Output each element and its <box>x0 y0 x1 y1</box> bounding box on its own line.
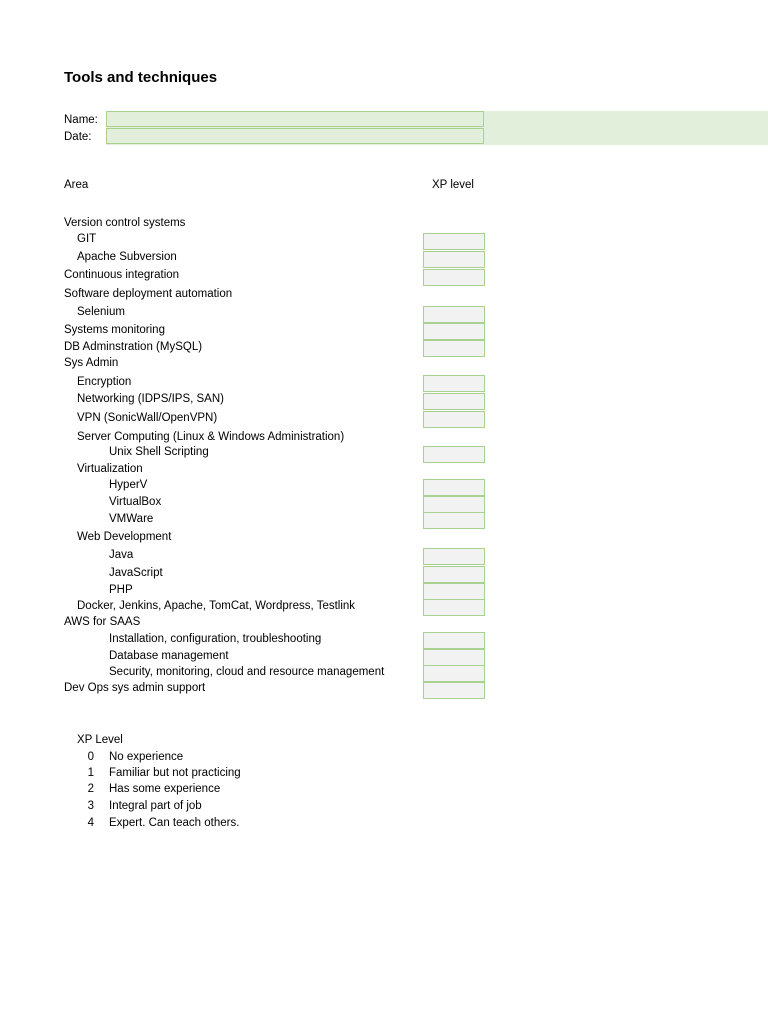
xp-level-input-encryption[interactable] <box>423 375 485 392</box>
xp-level-input-vpn[interactable] <box>423 411 485 428</box>
area-label-git: GIT <box>77 233 97 245</box>
xp-level-input-db-administration[interactable] <box>423 340 485 357</box>
xp-level-input-php[interactable] <box>423 583 485 600</box>
xp-legend-level: 4 <box>87 817 94 829</box>
area-label-continuous-integration: Continuous integration <box>64 269 180 281</box>
area-label-sys-admin: Sys Admin <box>64 357 119 369</box>
area-label-virtualbox: VirtualBox <box>109 496 162 508</box>
area-label-aws-for-saas: AWS for SAAS <box>64 616 141 628</box>
xp-level-input-database-management[interactable] <box>423 649 485 666</box>
area-label-javascript: JavaScript <box>109 567 163 579</box>
area-label-software-deployment-automation: Software deployment automation <box>64 288 233 300</box>
xp-legend-level: 3 <box>87 800 94 812</box>
area-label-networking: Networking (IDPS/IPS, SAN) <box>77 393 224 405</box>
area-label-web-development: Web Development <box>77 531 172 543</box>
area-label-db-administration: DB Adminstration (MySQL) <box>64 341 203 353</box>
area-header: Area <box>64 179 89 191</box>
xp-legend-title: XP Level <box>77 734 123 746</box>
date-field[interactable] <box>106 128 484 144</box>
area-label-virtualization: Virtualization <box>77 463 143 475</box>
xp-level-input-installation-configuration[interactable] <box>423 632 485 649</box>
xp-level-input-systems-monitoring[interactable] <box>423 323 485 340</box>
area-label-vmware: VMWare <box>109 513 154 525</box>
xp-legend-description: Has some experience <box>109 783 221 795</box>
area-label-selenium: Selenium <box>77 306 125 318</box>
date-label: Date: <box>64 131 92 143</box>
xp-level-input-javascript[interactable] <box>423 566 485 583</box>
xp-level-input-docker-jenkins-stack[interactable] <box>423 599 485 616</box>
xp-level-input-java[interactable] <box>423 548 485 565</box>
xp-legend-description: Familiar but not practicing <box>109 767 241 779</box>
xp-level-input-dev-ops-support[interactable] <box>423 682 485 699</box>
xp-legend-description: No experience <box>109 751 184 763</box>
area-label-java: Java <box>109 549 134 561</box>
xp-level-input-vmware[interactable] <box>423 512 485 529</box>
xp-level-input-continuous-integration[interactable] <box>423 269 485 286</box>
area-label-security-monitoring: Security, monitoring, cloud and resource management <box>109 666 385 678</box>
xp-level-input-networking[interactable] <box>423 393 485 410</box>
xp-level-input-hyperv[interactable] <box>423 479 485 496</box>
xp-legend-level: 1 <box>87 767 94 779</box>
area-label-vpn: VPN (SonicWall/OpenVPN) <box>77 412 218 424</box>
area-label-apache-subversion: Apache Subversion <box>77 251 177 263</box>
xp-legend-level: 0 <box>87 751 94 763</box>
xp-level-input-selenium[interactable] <box>423 306 485 323</box>
name-field[interactable] <box>106 111 484 127</box>
xp-level-input-git[interactable] <box>423 233 485 250</box>
page-title: Tools and techniques <box>64 69 218 86</box>
name-label: Name: <box>64 114 98 126</box>
area-label-hyperv: HyperV <box>109 479 148 491</box>
xp-legend-description: Integral part of job <box>109 800 202 812</box>
area-label-version-control-systems: Version control systems <box>64 217 186 229</box>
xp-level-input-apache-subversion[interactable] <box>423 251 485 268</box>
area-label-php: PHP <box>109 584 133 596</box>
xp-level-header: XP level <box>432 179 474 191</box>
area-label-server-computing: Server Computing (Linux & Windows Administration) <box>77 431 345 443</box>
area-label-encryption: Encryption <box>77 376 132 388</box>
xp-legend-level: 2 <box>87 783 94 795</box>
area-label-systems-monitoring: Systems monitoring <box>64 324 165 336</box>
xp-level-input-security-monitoring[interactable] <box>423 665 485 682</box>
area-label-unix-shell-scripting: Unix Shell Scripting <box>109 446 209 458</box>
area-label-docker-jenkins-stack: Docker, Jenkins, Apache, TomCat, Wordpress, Testlink <box>77 600 356 612</box>
area-label-installation-configuration: Installation, configuration, troubleshooting <box>109 633 322 645</box>
xp-legend-description: Expert. Can teach others. <box>109 817 240 829</box>
area-label-dev-ops-support: Dev Ops sys admin support <box>64 682 206 694</box>
xp-level-input-unix-shell-scripting[interactable] <box>423 446 485 463</box>
xp-level-input-virtualbox[interactable] <box>423 496 485 513</box>
area-label-database-management: Database management <box>109 650 229 662</box>
